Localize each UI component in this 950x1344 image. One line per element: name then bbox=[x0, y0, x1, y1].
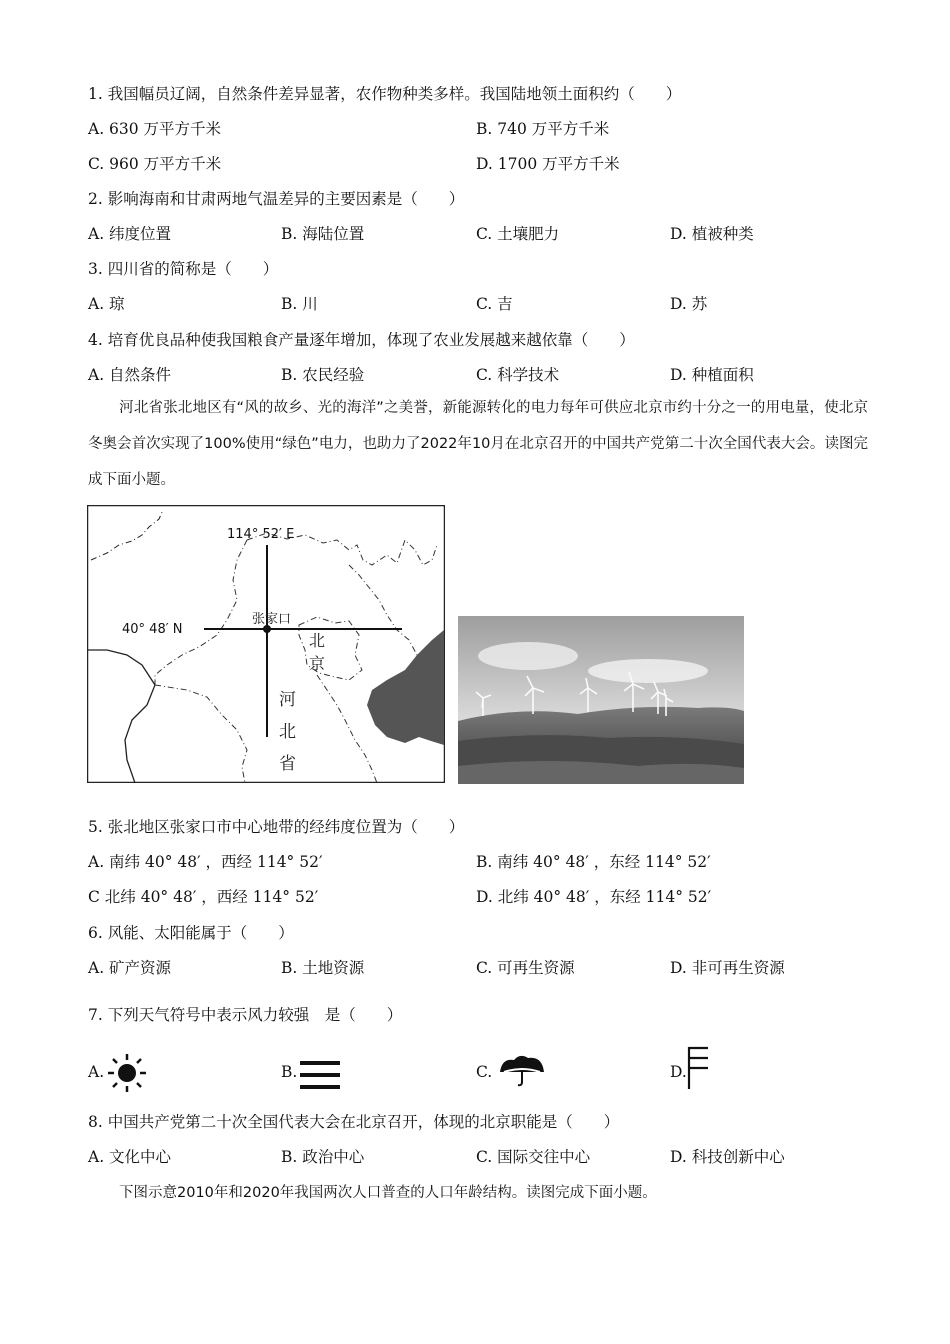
hebei-label-3: 省 bbox=[279, 754, 296, 774]
beijing-label-1: 北 bbox=[309, 631, 326, 650]
question-7-text: 7. 下列天气符号中表示风力较强 是（ ） bbox=[88, 1006, 403, 1024]
question-1-option-b: B. 740 万平方千米 bbox=[476, 120, 610, 138]
question-5-option-c: C 北纬 40° 48′ ，西经 114° 52′ bbox=[88, 888, 319, 906]
sun-icon bbox=[106, 1052, 148, 1098]
question-6-option-b: B. 土地资源 bbox=[281, 959, 365, 977]
hebei-label-2: 北 bbox=[279, 722, 296, 742]
passage-zhangbei: 河北省张北地区有“风的故乡、光的海洋”之美誉，新能源转化的电力每年可供应北京市约十分之一的用电量，使北京冬奥会首次实现了100%使用“绿色”电力，也助力了2022年10月在北京召开的中国共产党第二十次全国代表大会。读图完成下面小题。 bbox=[88, 400, 868, 488]
question-4-option-a: A. 自然条件 bbox=[88, 366, 172, 384]
question-2-option-b: B. 海陆位置 bbox=[281, 225, 365, 243]
question-7-option-a: A. bbox=[88, 1063, 105, 1081]
question-3-option-d: D. 苏 bbox=[670, 295, 708, 313]
beijing-label-2: 京 bbox=[309, 654, 326, 673]
fog-icon bbox=[298, 1058, 342, 1096]
question-7-option-b: B. bbox=[281, 1063, 298, 1081]
question-1-option-c: C. 960 万平方千米 bbox=[88, 155, 222, 173]
question-6-option-a: A. 矿产资源 bbox=[88, 959, 172, 977]
question-5-option-b: B. 南纬 40° 48′ ，东经 114° 52′ bbox=[476, 853, 711, 871]
question-2-option-d: D. 植被种类 bbox=[670, 225, 754, 243]
wind-barb-icon bbox=[686, 1045, 714, 1095]
question-4-text: 4. 培育优良品种使我国粮食产量逐年增加，体现了农业发展越来越依靠（ ） bbox=[88, 331, 635, 349]
question-6-option-c: C. 可再生资源 bbox=[476, 959, 575, 977]
question-4-option-c: C. 科学技术 bbox=[476, 366, 560, 384]
question-8-option-d: D. 科技创新中心 bbox=[670, 1148, 785, 1166]
latitude-label: 40° 48′ N bbox=[122, 622, 183, 637]
question-2-option-a: A. 纬度位置 bbox=[88, 225, 172, 243]
question-6-option-d: D. 非可再生资源 bbox=[670, 959, 785, 977]
question-3-text: 3. 四川省的简称是（ ） bbox=[88, 260, 279, 278]
question-5-option-d: D. 北纬 40° 48′ ，东经 114° 52′ bbox=[476, 888, 712, 906]
question-1-text: 1. 我国幅员辽阔，自然条件差异显著，农作物种类多样。我国陆地领土面积约（ ） bbox=[88, 85, 682, 103]
question-4-option-d: D. 种植面积 bbox=[670, 366, 754, 384]
question-8-option-b: B. 政治中心 bbox=[281, 1148, 365, 1166]
question-5-option-a: A. 南纬 40° 48′ ，西经 114° 52′ bbox=[88, 853, 323, 871]
rain-cloud-icon bbox=[496, 1052, 548, 1092]
question-2-option-c: C. 土壤肥力 bbox=[476, 225, 560, 243]
question-8-option-c: C. 国际交往中心 bbox=[476, 1148, 591, 1166]
zhangjiakou-map bbox=[87, 505, 445, 783]
passage-population: 下图示意2010年和2020年我国两次人口普查的人口年龄结构。读图完成下面小题。 bbox=[119, 1185, 657, 1201]
question-3-option-a: A. 琼 bbox=[88, 295, 125, 313]
question-6-text: 6. 风能、太阳能属于（ ） bbox=[88, 924, 294, 942]
question-8-option-a: A. 文化中心 bbox=[88, 1148, 172, 1166]
longitude-label: 114° 52′ E bbox=[227, 527, 295, 542]
question-1-option-d: D. 1700 万平方千米 bbox=[476, 155, 620, 173]
question-5-text: 5. 张北地区张家口市中心地带的经纬度位置为（ ） bbox=[88, 818, 465, 836]
question-1-option-a: A. 630 万平方千米 bbox=[88, 120, 222, 138]
question-3-option-c: C. 吉 bbox=[476, 295, 513, 313]
question-4-option-b: B. 农民经验 bbox=[281, 366, 365, 384]
zhangjiakou-label: 张家口 bbox=[252, 612, 292, 627]
question-3-option-b: B. 川 bbox=[281, 295, 318, 313]
question-7-option-c: C. bbox=[476, 1063, 493, 1081]
question-2-text: 2. 影响海南和甘肃两地气温差异的主要因素是（ ） bbox=[88, 190, 465, 208]
hebei-label-1: 河 bbox=[279, 690, 296, 710]
wind-farm-photo bbox=[458, 616, 744, 784]
question-7-option-d: D. bbox=[670, 1063, 687, 1081]
question-8-text: 8. 中国共产党第二十次全国代表大会在北京召开，体现的北京职能是（ ） bbox=[88, 1113, 620, 1131]
